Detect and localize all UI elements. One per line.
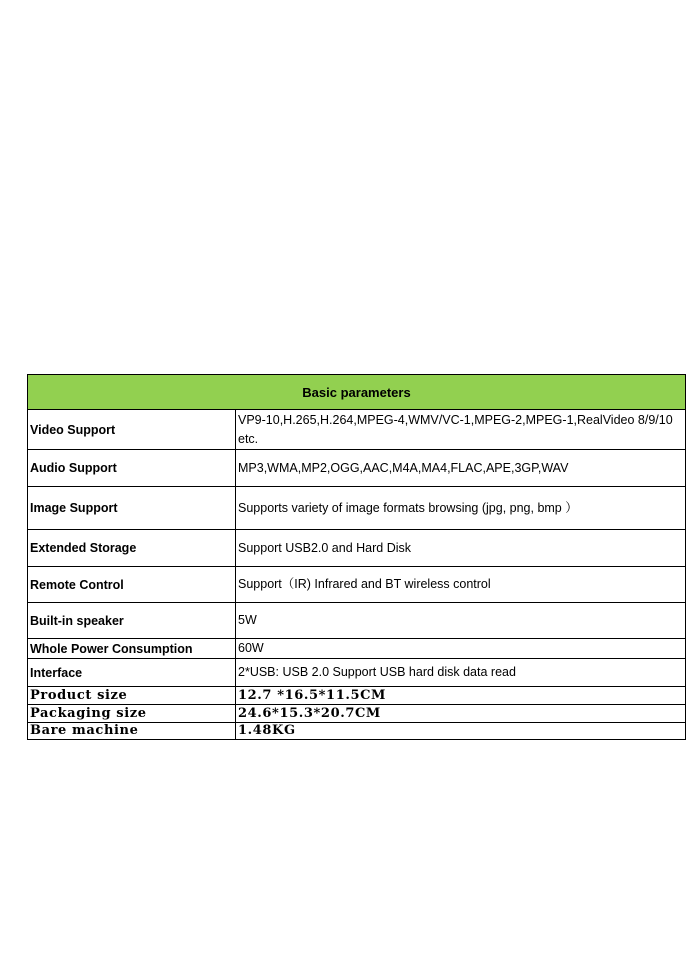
basic-parameters-table — [27, 374, 686, 740]
table-row — [28, 723, 686, 740]
row-value-built-in-speaker: 5W — [236, 603, 686, 639]
row-label-audio-support: Audio Support — [28, 450, 236, 487]
table-row — [28, 487, 686, 530]
row-label-image-support: Image Support — [28, 487, 236, 530]
table-row — [28, 450, 686, 487]
row-value-power-consumption: 60W — [236, 639, 686, 659]
row-label-built-in-speaker: Built-in speaker — [28, 603, 236, 639]
table-row — [28, 567, 686, 603]
row-label-packaging-size: Packaging size — [28, 705, 236, 723]
row-value-remote-control: Support（IR) Infrared and BT wireless control — [236, 567, 686, 603]
row-label-extended-storage: Extended Storage — [28, 530, 236, 567]
table-row — [28, 659, 686, 687]
row-value-bare-machine: 1.48KG — [236, 723, 686, 740]
row-label-product-size: Product size — [28, 687, 236, 705]
row-value-interface: 2*USB: USB 2.0 Support USB hard disk data read — [236, 659, 686, 687]
row-value-packaging-size: 24.6*15.3*20.7CM — [236, 705, 686, 723]
table-header-row — [28, 375, 686, 410]
row-value-extended-storage: Support USB2.0 and Hard Disk — [236, 530, 686, 567]
row-label-interface: Interface — [28, 659, 236, 687]
row-label-power-consumption: Whole Power Consumption — [28, 639, 236, 659]
table-row — [28, 530, 686, 567]
row-value-video-support: VP9-10,H.265,H.264,MPEG-4,WMV/VC-1,MPEG-2,MPEG-1,RealVideo 8/9/10 etc. — [236, 410, 686, 450]
row-label-video-support: Video Support — [28, 410, 236, 450]
row-label-bare-machine: Bare machine — [28, 723, 236, 740]
row-value-product-size: 12.7 *16.5*11.5CM — [236, 687, 686, 705]
row-label-remote-control: Remote Control — [28, 567, 236, 603]
table-row — [28, 603, 686, 639]
table-title: Basic parameters — [28, 375, 686, 410]
table-row — [28, 410, 686, 450]
table-row — [28, 705, 686, 723]
table-row — [28, 639, 686, 659]
table-row — [28, 687, 686, 705]
row-value-image-support: Supports variety of image formats browsing (jpg, png, bmp ） — [236, 487, 686, 530]
row-value-audio-support: MP3,WMA,MP2,OGG,AAC,M4A,MA4,FLAC,APE,3GP,WAV — [236, 450, 686, 487]
